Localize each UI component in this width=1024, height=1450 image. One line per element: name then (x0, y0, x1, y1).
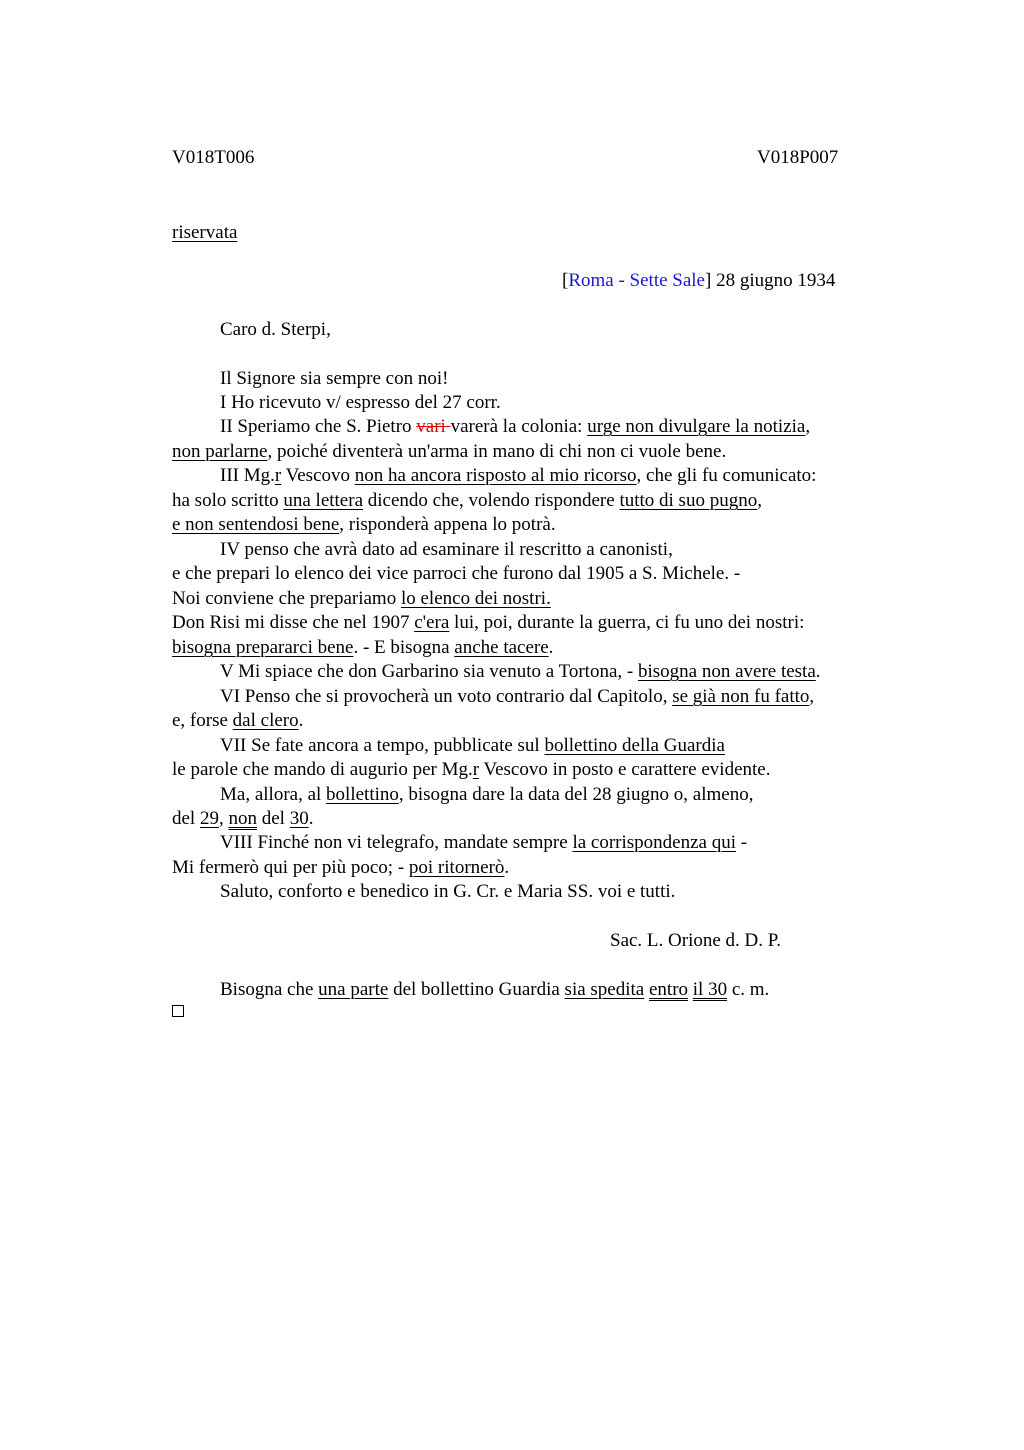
double-underlined-text: il 30 (692, 979, 728, 1000)
text-segment: del bollettino Guardia (388, 979, 565, 1000)
text-line-3 (220, 415, 810, 439)
text-segment: del (172, 808, 200, 829)
text-line-5 (220, 464, 816, 488)
text-line-1: Il Signore sia sempre con noi! (220, 368, 449, 389)
text-line-15 (172, 709, 303, 733)
text-segment: - (736, 832, 748, 853)
text-line-8: IV penso che avrà dato ad esaminare il rescritto a canonisti, (220, 539, 673, 560)
text-segment: lui, poi, durante la guerra, ci fu uno dei nostri: (449, 612, 805, 633)
text-segment: . (548, 637, 554, 658)
underlined-text: una parte (318, 979, 389, 1000)
text-segment: , (805, 416, 811, 437)
text-segment: , (218, 808, 229, 829)
text-line-20 (220, 831, 747, 855)
underlined-text: una lettera (283, 490, 364, 511)
text-line-19 (172, 807, 313, 831)
underlined-text: e non sentendosi bene (172, 514, 340, 535)
text-segment: Ma, allora, al (220, 784, 327, 805)
underlined-text: lo elenco dei nostri. (400, 588, 551, 609)
text-segment: c. m. (727, 979, 770, 1000)
text-line-6 (172, 489, 762, 513)
dateline-bracket-open: [ (562, 270, 569, 291)
underlined-text: poi ritornerò (408, 857, 505, 878)
text-segment: . (504, 857, 510, 878)
text-segment: varerà la colonia: (450, 416, 588, 437)
text-line-12 (172, 636, 553, 660)
text-line-18 (220, 783, 753, 807)
dateline-place: Roma - Sette Sale (568, 270, 705, 291)
text-segment: VII Se fate ancora a tempo, pubblicate sul (220, 735, 545, 756)
text-line-7 (172, 513, 556, 537)
text-line-16 (220, 734, 725, 758)
text-segment: . - E bisogna (353, 637, 455, 658)
text-line-17 (172, 758, 770, 782)
underlined-text: r (274, 465, 282, 486)
text-segment: , poiché diventerà un'arma in mano di chi non ci vuole bene. (267, 441, 727, 462)
archive-code-right: V018P007 (757, 147, 839, 168)
text-segment: V Mi spiace che don Garbarino sia venuto a Tortona, - (220, 661, 638, 682)
text-segment: Don Risi mi disse che nel 1907 (172, 612, 415, 633)
underlined-text: urge non divulgare la notizia (587, 416, 806, 437)
confidential-label: riservata (172, 222, 238, 243)
signature: Sac. L. Orione d. D. P. (610, 930, 781, 951)
text-segment: Vescovo in posto e carattere evidente. (479, 759, 771, 780)
underlined-text: dal clero (232, 710, 299, 731)
struck-word: vari (416, 416, 451, 437)
text-segment: , (757, 490, 762, 511)
text-segment: , bisogna dare la data del 28 giugno o, almeno, (398, 784, 754, 805)
text-line-2: I Ho ricevuto v/ espresso del 27 corr. (220, 392, 501, 413)
underlined-text: non ha ancora risposto al mio ricorso (354, 465, 637, 486)
text-segment: . (298, 710, 304, 731)
text-line-13 (220, 660, 821, 684)
text-segment: , che gli fu comunicato: (636, 465, 817, 486)
text-line-4 (172, 440, 726, 464)
underlined-text: 29 (199, 808, 219, 829)
underlined-text: c'era (414, 612, 450, 633)
text-segment: ha solo scritto (172, 490, 284, 511)
text-line-10 (172, 587, 551, 611)
text-segment: Bisogna che (220, 979, 319, 1000)
underlined-text: se già non fu fatto (672, 686, 810, 707)
salutation: Caro d. Sterpi, (220, 319, 331, 340)
text-line-11 (172, 611, 804, 635)
dateline-bracket-close: ] (705, 270, 712, 291)
double-underlined-text: entro (648, 979, 689, 1000)
text-segment: II Speriamo che S. Pietro (220, 416, 417, 437)
underlined-text: bollettino della Guardia (544, 735, 725, 756)
text-line-9: e che prepari lo elenco dei vice parroci che furono dal 1905 a S. Michele. - (172, 563, 741, 584)
underlined-text: tutto di suo pugno (619, 490, 758, 511)
text-line-14 (220, 685, 814, 709)
underlined-text: 30 (289, 808, 309, 829)
dateline-date: 28 giugno 1934 (711, 270, 836, 291)
text-segment: del (256, 808, 290, 829)
underlined-text: non parlarne (172, 441, 268, 462)
text-segment: , (809, 686, 815, 707)
dateline (562, 269, 835, 293)
double-underlined-text: non (228, 808, 257, 829)
text-segment: VI Penso che si provocherà un voto contrario dal Capitolo, (220, 686, 673, 707)
underlined-text: r (472, 759, 480, 780)
text-segment: VIII Finché non vi telegrafo, mandate sempre (220, 832, 573, 853)
empty-square-icon (172, 1005, 184, 1017)
text-segment: Mi fermerò qui per più poco; - (172, 857, 409, 878)
text-segment: , risponderà appena lo potrà. (339, 514, 556, 535)
text-segment: Vescovo (281, 465, 355, 486)
text-segment: dicendo che, volendo rispondere (363, 490, 620, 511)
text-line-22: Saluto, conforto e benedico in G. Cr. e Maria SS. voi e tutti. (220, 881, 676, 902)
underlined-text: bisogna non avere testa (637, 661, 816, 682)
underlined-text: anche tacere (454, 637, 549, 658)
text-segment: le parole che mando di augurio per Mg. (172, 759, 473, 780)
text-segment: Noi conviene che prepariamo (172, 588, 401, 609)
archive-code-left: V018T006 (172, 147, 255, 168)
underlined-text: la corrispondenza qui (572, 832, 736, 853)
underlined-text: bollettino (326, 784, 399, 805)
text-segment: e, forse (172, 710, 233, 731)
text-segment: III Mg. (220, 465, 275, 486)
underlined-text: sia spedita (564, 979, 645, 1000)
postscript (220, 978, 769, 1002)
text-segment: . (308, 808, 314, 829)
text-segment: . (815, 661, 821, 682)
text-line-21 (172, 856, 509, 880)
underlined-text: bisogna prepararci bene (172, 637, 354, 658)
